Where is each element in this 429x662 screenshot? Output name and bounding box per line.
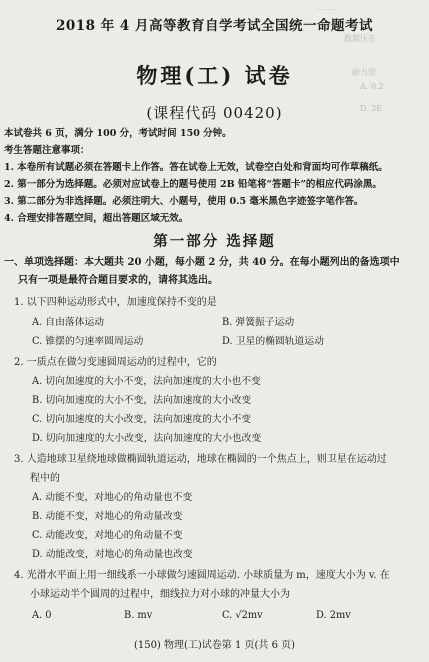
- option-a: A. 自由落体运动: [32, 317, 105, 328]
- question-stem: 小球运动半个圆周的过程中，细线拉力对小球的冲量大小为: [30, 589, 290, 600]
- option-a: A. 0: [32, 610, 52, 621]
- option-d: D. 动能改变，对地心的角动量也改变: [32, 549, 193, 560]
- question-stem: 程中的: [30, 473, 60, 484]
- bleed-through-text: D. 2E: [360, 104, 383, 113]
- option-c: C. √2mv: [222, 610, 263, 621]
- paper-title: 物理(工) 试卷: [136, 63, 293, 88]
- course-code: (课程代码 00420): [146, 104, 283, 122]
- question-stem: 3. 人造地球卫星绕地球做椭圆轨道运动，地球在椭圆的一个焦点上，则卫星在运动过: [14, 454, 387, 465]
- notice-item: 2. 第一部分为选择题。必须对应试卷上的题号使用 2B 铅笔将“答题卡”的相应代码涂黑。: [4, 179, 382, 190]
- section-instructions: 只有一项是最符合题目要求的，请将其选出。: [18, 275, 218, 286]
- bleed-through-text: A. 0.2: [360, 82, 384, 91]
- bleed-through-text: 数超压在: [344, 34, 376, 43]
- page-footer: (150) 物理(工)试卷第 1 页(共 6 页): [133, 640, 296, 651]
- option-b: B. 弹簧振子运动: [222, 317, 295, 328]
- option-d: D. 切向加速度的大小改变，法向加速度的大小也改变: [32, 433, 262, 444]
- option-c: C. 锥摆的匀速率圆周运动: [32, 336, 144, 347]
- option-a: A. 动能不变，对地心的角动量也不变: [32, 492, 193, 503]
- section-instructions: 一、单项选择题：本大题共 20 小题，每小题 2 分，共 40 分。在每小题列出的备选项中: [4, 257, 400, 268]
- option-d: D. 2mv: [316, 610, 351, 621]
- bleed-through-text: 耐力型: [352, 68, 376, 77]
- option-b: B. 动能不变，对地心的角动量改变: [32, 511, 183, 522]
- section-title: 第一部分 选择题: [153, 233, 276, 250]
- bleed-through-text: 一 一: [316, 6, 335, 15]
- exam-header: 2018 年 4 月高等教育自学考试全国统一命题考试: [55, 18, 374, 34]
- option-b: B. mv: [124, 610, 153, 621]
- question-stem: 2. 一质点在做匀变速圆周运动的过程中，它的: [14, 357, 217, 368]
- question-stem: 1. 以下四种运动形式中，加速度保持不变的是: [14, 297, 217, 308]
- option-a: A. 切向加速度的大小不变，法向加速度的大小也不变: [32, 376, 261, 387]
- notice-item: 1. 本卷所有试题必须在答题卡上作答。答在试卷上无效，试卷空白处和背面均可作草稿纸。: [4, 162, 388, 173]
- option-b: B. 切向加速度的大小不变，法向加速度的大小改变: [32, 395, 252, 406]
- option-c: C. 切向加速度的大小改变，法向加速度的大小不变: [32, 414, 252, 425]
- notice-heading: 考生答题注意事项：: [4, 145, 90, 156]
- paper-info: 本试卷共 6 页，满分 100 分，考试时间 150 分钟。: [4, 128, 232, 139]
- notice-item: 3. 第二部分为非选择题。必须注明大、小题号，使用 0.5 毫米黑色字迹签字笔作答。: [4, 196, 364, 207]
- option-d: D. 卫星的椭圆轨道运动: [222, 336, 324, 347]
- question-stem: 4. 光滑水平面上用一细线系一小球做匀速圆周运动. 小球质量为 m，速度大小为 v. 在: [14, 570, 390, 581]
- option-c: C. 动能改变，对地心的角动量不变: [32, 530, 183, 541]
- notice-item: 4. 合理安排答题空间，超出答题区域无效。: [4, 213, 189, 224]
